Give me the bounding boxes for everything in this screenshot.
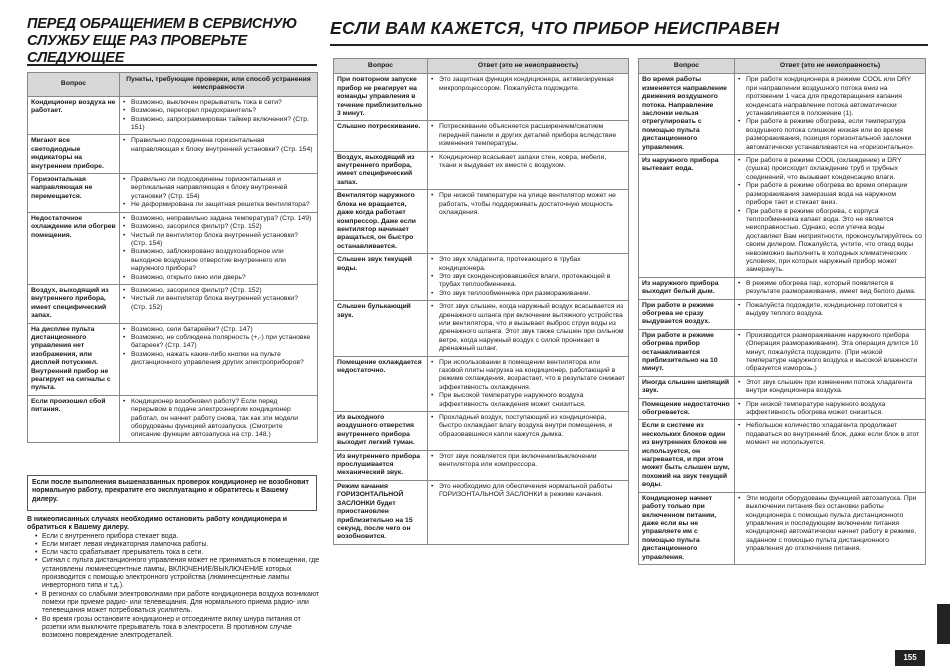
answer-cell [735, 155, 926, 278]
answer-item: • Это звук сконденсировавшейся влаги, протекающей в трубах теплообменника. [431, 273, 625, 290]
note-item: • Если часто срабатывает прерыватель тока в сети. [35, 549, 322, 557]
question-cell: При повторном запуске прибор не реагирует на команды управления в течение приблизительно 3 минут. [334, 74, 428, 121]
table-row [334, 74, 629, 121]
answer-cell [735, 398, 926, 420]
page-number: 155 [895, 650, 925, 666]
answer-cell [735, 376, 926, 398]
answer-cell [428, 151, 629, 190]
question-cell: На дисплее пульта дистанционного управления нет изображения, или дисплей потускнел. Внутренний прибор не реагирует на сигналы с пульта. [28, 323, 120, 395]
answer-item: • При работе в режиме COOL (охлаждение) и DRY (сушка) происходит охлаждение труб и трубных соединений, что вызывает конденсацию влаги. [738, 157, 922, 182]
question-cell: Помещение недостаточно обогревается. [639, 398, 735, 420]
question-cell: Недостаточное охлаждение или обогрев помещения. [28, 212, 120, 284]
table-row [639, 398, 926, 420]
answer-item: • Не деформирована ли защитная решетка вентилятора? [123, 201, 314, 209]
answer-item: • Производится размораживание наружного прибора (Операция размораживания). Эта операция длится 10 минут, пожалуйста подождите. (При низкой температуре наружного воздуха и высокой влажности образуется изморозь.) [738, 332, 922, 374]
table-row [334, 412, 629, 451]
table-row [334, 190, 629, 254]
question-cell: Кондиционер воздуха не работает. [28, 96, 120, 135]
answer-item: • Правильно подсоединена горизонтальная направляющая к блоку внутренней установки? (Стр. 154) [123, 137, 314, 154]
answer-cell [735, 277, 926, 299]
answer-item: • Это защитная функция кондиционера, активизируемая микропроцессором. Пожалуйста подождите. [431, 76, 625, 93]
answer-item: • В режиме обогрева пар, который появляется в результате размораживания, имеет вид белого дыма. [738, 280, 922, 297]
answer-cell [735, 329, 926, 376]
check-table-header-question: Вопрос [28, 73, 120, 97]
right-title-rule [330, 44, 928, 46]
notes-heading: В нижеописанных случаях необходимо остановить работу кондиционера и обратиться к Вашему дилеру. [27, 516, 287, 532]
answer-cell [120, 135, 318, 174]
answer-item: • При работе в режиме обогрева, с корпуса теплообменника капает вода. Это не является неисправностью. Однако, если утечка воды доставляет Вам неприятности, проконсультируйтесь со своим дилером. Пожалуйста, учтите, что отвод воды невозможно выполнить в холодных климатических условиях, при которых наружный прибор может замерзнуть. [738, 208, 922, 275]
answer-item: • Возможно, сели батарейки? (Стр. 147) [123, 326, 314, 334]
question-cell: Из внутреннего прибора прослушивается механический звук. [334, 450, 428, 480]
answer-cell [120, 395, 318, 442]
question-cell: Режим качания ГОРИЗОНТАЛЬНОЙ ЗАСЛОНКИ будет приостановлен приблизительно на 15 секунд, после чего он возобновится. [334, 480, 428, 544]
answer-item: • Правильно ли подсоединены горизонтальная и вертикальная направляющая к блоку внутренней установки? (Стр. 154) [123, 176, 314, 201]
table-row [334, 151, 629, 190]
answer-item: • При работе в режиме обогрева, если температура воздушного потока слишком низкая или во время размораживания, позиция горизонтальной заслонки автоматически устанавливается на «горизонтально». [738, 118, 922, 152]
question-cell: Воздух, выходящий из внутреннего прибора, имеет специфический запах. [28, 284, 120, 323]
check-table-header-answer: Пункты, требующие проверки, или способ устранения неисправности [120, 73, 318, 97]
table-row [639, 155, 926, 278]
table-row [639, 492, 926, 564]
answer-cell [120, 323, 318, 395]
answer-cell [735, 492, 926, 564]
question-cell: Кондиционер начнет работу только при включенном питании, даже если вы не управляете им с помощью пульта дистанционного управления. [639, 492, 735, 564]
left-title-rule [27, 64, 317, 66]
table-row [639, 329, 926, 376]
question-cell: Слышно потрескивание. [334, 121, 428, 151]
answer-item: • Кондиционер возобновил работу? Если перед перерывом в подаче электроэнергии кондиционер работал, он начнет работу снова, так как эти модели оборудованы функцией автозапуска. (Смотрите описание функции автозапуска на стр. 148.) [123, 398, 314, 440]
table-row [334, 356, 629, 411]
answer-item: • Возможно, нажать какие-либо кнопки на пульте дистанционного управления других электроприборов? [123, 351, 314, 368]
answer-cell [428, 254, 629, 301]
answer-item: • Чистый ли вентилятор блока внутренней установки? (Стр. 154) [123, 232, 314, 249]
question-cell: Слышен булькающий звук. [334, 301, 428, 356]
trouble-table-1 [333, 58, 629, 545]
answer-item: • Этот звук слышен при изменении потока хладагента внутри кондиционера воздуха. [738, 379, 922, 396]
note-item: • Во время грозы остановите кондиционер и отсоедините вилку шнура питания от розетки или выключите прерыватель тока в электросети. В противном случае возможно повреждение электродеталей. [35, 616, 322, 641]
answer-item: • Кондиционер всасывает запахи стен, ковра, мебели, ткани и выдувает их вместе с воздухом. [431, 154, 625, 171]
question-cell: Из выходного воздушного отверстия внутреннего прибора выходит легкий туман. [334, 412, 428, 451]
question-cell: Воздух, выходящий из внутреннего прибора, имеет специфический запах. [334, 151, 428, 190]
answer-cell [428, 450, 629, 480]
answer-item: • При работе в режиме обогрева во время операции размораживания замерзшая вода на наружном приборе тает и стекает вниз. [738, 182, 922, 207]
answer-cell [428, 412, 629, 451]
answer-item: • При высокой температуре наружного воздуха эффективность охлаждения может снизиться. [431, 392, 625, 409]
question-cell: Слышен звук текущей воды. [334, 254, 428, 301]
answer-cell [735, 299, 926, 329]
answer-item: • При работе кондиционера в режиме COOL или DRY при направлении воздушного потока вниз на протяжении 1 часа для предотвращения капания конденсата направление потока автоматически устанавливается в положение (1). [738, 76, 922, 118]
answer-cell [120, 212, 318, 284]
answer-cell [120, 96, 318, 135]
trouble-table-2-header-answer: Ответ (это не неисправность) [735, 59, 926, 74]
answer-cell [120, 284, 318, 323]
table-row [28, 323, 318, 395]
question-cell: Горизонтальная направляющая не перемещается. [28, 174, 120, 213]
note-item: • В регионах со слабыми электроволнами при работе кондиционера воздуха возникают помехи при приеме радио- или телевещания. Для нормального приема радио- или телевещания может потребоваться усилитель. [35, 591, 322, 616]
trouble-table-1-header-question: Вопрос [334, 59, 428, 74]
answer-item: • Потрескивание объясняется расширением/сжатием передней панели и других деталей прибора вследствие изменения температуры. [431, 123, 625, 148]
table-row [639, 74, 926, 155]
answer-item: • Возможно, открыто окно или дверь? [123, 274, 314, 282]
table-row [28, 395, 318, 442]
table-row [334, 480, 629, 544]
answer-item: • Этот звук появляется при включении/выключении вентилятора или компрессора. [431, 453, 625, 470]
question-cell: Вентилятор наружного блока не вращается, даже когда работает компрессор. Даже если вентилятор начинает вращаться, он быстро останавливается. [334, 190, 428, 254]
table-row [334, 254, 629, 301]
answer-cell [428, 190, 629, 254]
trouble-table-2 [638, 58, 926, 565]
answer-item: • При низкой температуре наружного воздуха эффективность обогрева может снизиться. [738, 401, 922, 418]
section-edge-tab [937, 604, 950, 644]
question-cell: Мигают все светодиодные индикаторы на внутреннем приборе. [28, 135, 120, 174]
answer-cell [735, 74, 926, 155]
question-cell: Иногда слышен шипящий звук. [639, 376, 735, 398]
table-row [639, 420, 926, 492]
answer-cell [428, 121, 629, 151]
question-cell: Во время работы изменяется направление движения воздушного потока. Направление заслонки нельзя отрегулировать с помощью пульта дистанционного управления. [639, 74, 735, 155]
answer-cell [428, 74, 629, 121]
answer-item: • Это звук теплообменника при размораживании. [431, 290, 625, 298]
answer-item: • Возможно, выключен прерыватель тока в сети? [123, 99, 314, 107]
trouble-table-2-header-question: Вопрос [639, 59, 735, 74]
answer-item: • Пожалуйста подождите, кондиционер готовится к выдуву теплого воздуха. [738, 302, 922, 319]
answer-cell [120, 174, 318, 213]
note-item: • Если мигает левая индикаторная лампочка работы. [35, 541, 322, 549]
answer-item: • При низкой температуре на улице вентилятор может не работать, чтобы поддерживать достаточную мощность охлаждения. [431, 192, 625, 217]
table-row [639, 376, 926, 398]
answer-item: • Эти модели оборудованы функцией автозапуска. При выключении питания без остановки работы кондиционера с помощью пульта дистанционного управления и последующем включении питания кондиционер автоматически начнет работу в режиме, заданном с помощью пульта дистанционного управления до отключения питания. [738, 495, 922, 554]
table-row [28, 284, 318, 323]
notes-section [27, 516, 322, 640]
check-table [27, 72, 318, 443]
answer-item: • Возможно, засорился фильтр? (Стр. 152) [123, 223, 314, 231]
right-page-title: ЕСЛИ ВАМ КАЖЕТСЯ, ЧТО ПРИБОР НЕИСПРАВЕН [330, 18, 780, 38]
answer-cell [428, 356, 629, 411]
question-cell: При работе в режиме обогрева не сразу выдувается воздух. [639, 299, 735, 329]
answer-item: • Чистый ли вентилятор блока внутренней установки? (Стр. 152) [123, 295, 314, 312]
question-cell: Если в системе из нескольких блоков один из внутренних блоков не используется, он нагревается, и при этом может быть слышен шум, похожий на звук текущей воды. [639, 420, 735, 492]
notes-list [35, 533, 322, 641]
question-cell: Помещение охлаждается недостаточно. [334, 356, 428, 411]
left-page-title: ПЕРЕД ОБРАЩЕНИЕМ В СЕРВИСНУЮ СЛУЖБУ ЕЩЕ РАЗ ПРОВЕРЬТЕ СЛЕДУЮЩЕЕ [27, 16, 297, 66]
answer-item: • Возможно, неправильно задана температура? (Стр. 149) [123, 215, 314, 223]
table-row [334, 121, 629, 151]
question-cell: Из наружного прибора вытекает вода. [639, 155, 735, 278]
table-row [28, 174, 318, 213]
answer-item: • Небольшое количество хладагента продолжает подаваться во внутренний блок, даже если блок в этот момент не используется. [738, 422, 922, 447]
answer-cell [428, 480, 629, 544]
answer-item: • Возможно, заблокировано воздухозаборное или выходное воздушное отверстие внутреннего или наружного прибора? [123, 248, 314, 273]
answer-cell [735, 420, 926, 492]
answer-item: • Возможно, не соблюдена полярность (+,-) при установке батареек? (Стр. 147) [123, 334, 314, 351]
answer-item: • Возможно, запрограммирован таймер включения? (Стр. 151) [123, 116, 314, 133]
answer-item: • Это необходимо для обеспечения нормальной работы ГОРИЗОНТАЛЬНОЙ ЗАСЛОНКИ в режиме качания. [431, 483, 625, 500]
warning-box: Если после выполнения вышеназванных проверок кондиционер не возобновит нормальную работу, прекратите его эксплуатацию и обратитесь к Вашему дилеру. [27, 475, 317, 511]
answer-item: • Возможно, перегорел предохранитель? [123, 107, 314, 115]
question-cell: Из наружного прибора выходит белый дым. [639, 277, 735, 299]
answer-item: • Прохладный воздух, поступающий из кондиционера, быстро охлаждает влагу воздуха внутри помещения, и образовавшиеся капли кажутся дымка. [431, 414, 625, 439]
answer-item: • Этот звук слышен, когда наружный воздух всасывается из дренажного шланга при включении вытяжного устройства или вентилятора, что и вызывает выброс струи воды из дренажного шланга. Этот звук также слышен при сильном ветре, когда наружный воздух с силой проникает в дренажный шланг. [431, 303, 625, 353]
table-row [334, 301, 629, 356]
note-item: • Сигнал с пульта дистанционного управления может не приниматься в помещении, где установлены люминесцентные лампы, ВКЛЮЧЕНИЕ/ВЫКЛЮЧЕНИЕ которых производится с помощью электронного устройства (люминесцентные лампы инверторного типа и т.д.). [35, 557, 322, 590]
answer-item: • При использовании в помещении вентилятора или газовой плиты нагрузка на кондиционер, работающий в режиме охлаждения, возрастает, что в результате снижает эффективность охлаждения. [431, 359, 625, 393]
table-row [639, 277, 926, 299]
question-cell: Если произошел сбой питания. [28, 395, 120, 442]
note-item: • Если с внутреннего прибора стекает вода. [35, 533, 322, 541]
table-row [639, 299, 926, 329]
question-cell: При работе в режиме обогрева прибор останавливается приблизительно на 10 минут. [639, 329, 735, 376]
trouble-table-1-header-answer: Ответ (это не неисправность) [428, 59, 629, 74]
answer-item: • Это звук хладагента, протекающего в трубах кондиционера. [431, 256, 625, 273]
table-row [334, 450, 629, 480]
answer-item: • Возможно, засорился фильтр? (Стр. 152) [123, 287, 314, 295]
table-row [28, 135, 318, 174]
table-row [28, 96, 318, 135]
answer-cell [428, 301, 629, 356]
table-row [28, 212, 318, 284]
